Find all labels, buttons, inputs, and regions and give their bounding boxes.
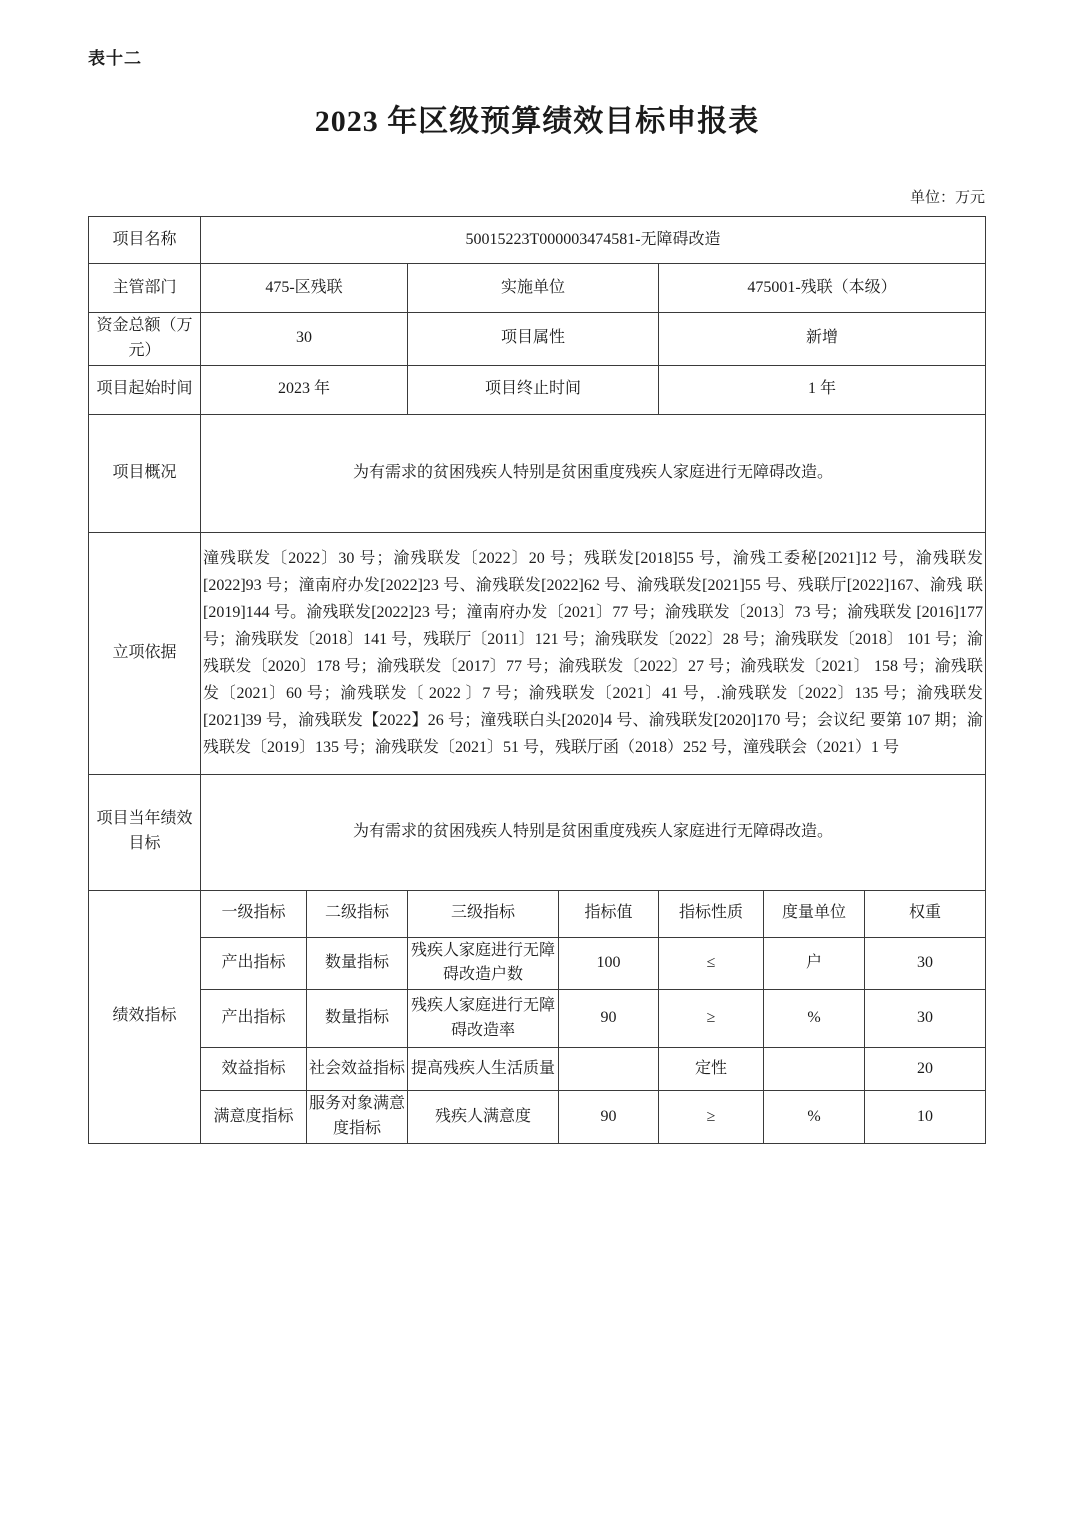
indicator-level2: 服务对象满意度指标	[307, 1091, 408, 1144]
indicator-level1: 产出指标	[201, 990, 307, 1048]
indicator-level3: 提高残疾人生活质量	[408, 1048, 559, 1091]
basis-value: 潼残联发〔2022〕30 号；渝残联发〔2022〕20 号；残联发[2018]55 号，渝残工委秘[2021]12 号，渝残联发 [2022]93 号；潼南府办发[2022]23 号、渝残联发[2022]62 号、渝残联发[2021]55 号、残联厅[2022]167、渝残 联[2019]144 号。渝残联发[2022]23 号；潼南府办发〔2021〕77 号；渝残联发〔2013〕73 号；渝残联发 [2016]177 号；渝残联发〔2018〕141 号，残联厅〔2011〕121 号；渝残联发〔2022〕28 号；渝残联发〔2018〕 101 号；渝残联发〔2020〕178 号；渝残联发〔2017〕77 号；渝残联发〔2022〕27 号；渝残联发〔2021〕 158 号；渝残联发〔2021〕60 号；渝残联发〔 2022 〕7 号；渝残联发〔2021〕41 号，.渝残联发〔2022〕135 号；渝残联发[2021]39 号，渝残联发【2022】26 号；潼残联白头[2020]4 号、渝残联发[2020]170 号；会议纪 要第 107 期；渝残联发〔2019〕135 号；渝残联发〔2021〕51 号，残联厅函（2018）252 号，潼残联会（2021）1 号	[203, 550, 984, 757]
indicator-weight: 30	[865, 990, 986, 1048]
indicator-level1: 满意度指标	[201, 1091, 307, 1144]
header-nature: 指标性质	[659, 890, 764, 937]
overview-label: 项目概况	[89, 414, 201, 532]
indicator-level3: 残疾人家庭进行无障碍改造户数	[408, 937, 559, 990]
form-number-label: 表十二	[88, 49, 142, 68]
basis-value-cell	[201, 532, 986, 774]
indicator-row	[89, 990, 986, 1048]
indicator-header-row	[89, 890, 986, 937]
unit-note: 单位：万元	[909, 190, 985, 206]
table-row	[89, 217, 986, 264]
indicator-level2: 数量指标	[307, 990, 408, 1048]
indicator-weight: 30	[865, 937, 986, 990]
goal-label: 项目当年绩效目标	[89, 774, 201, 890]
indicator-level3: 残疾人家庭进行无障碍改造率	[408, 990, 559, 1048]
table-row	[89, 264, 986, 313]
indicator-level1: 效益指标	[201, 1048, 307, 1091]
indicator-row	[89, 1091, 986, 1144]
indicator-unit: %	[764, 1091, 865, 1144]
indicator-weight: 10	[865, 1091, 986, 1144]
attribute-label: 项目属性	[408, 313, 659, 366]
indicator-nature: ≥	[659, 990, 764, 1048]
start-time-value: 2023 年	[201, 365, 408, 414]
indicator-weight: 20	[865, 1048, 986, 1091]
dept-value: 475-区残联	[201, 264, 408, 313]
impl-unit-label: 实施单位	[408, 264, 659, 313]
indicator-value: 90	[559, 1091, 659, 1144]
table-row	[89, 774, 986, 890]
indicator-nature: ≥	[659, 1091, 764, 1144]
overview-value: 为有需求的贫困残疾人特别是贫困重度残疾人家庭进行无障碍改造。	[201, 414, 986, 532]
project-name-value: 50015223T000003474581-无障碍改造	[201, 217, 986, 264]
indicator-unit: 户	[764, 937, 865, 990]
indicator-unit	[764, 1048, 865, 1091]
end-time-label: 项目终止时间	[408, 365, 659, 414]
total-fund-label: 资金总额（万元）	[89, 313, 201, 366]
header-level2: 二级指标	[307, 890, 408, 937]
goal-value: 为有需求的贫困残疾人特别是贫困重度残疾人家庭进行无障碍改造。	[201, 774, 986, 890]
indicator-value: 90	[559, 990, 659, 1048]
table-row	[89, 365, 986, 414]
indicator-row	[89, 1048, 986, 1091]
indicator-row	[89, 937, 986, 990]
total-fund-value: 30	[201, 313, 408, 366]
indicator-nature: ≤	[659, 937, 764, 990]
dept-label: 主管部门	[89, 264, 201, 313]
indicator-unit: %	[764, 990, 865, 1048]
indicator-level3: 残疾人满意度	[408, 1091, 559, 1144]
table-row	[89, 313, 986, 366]
end-time-value: 1 年	[659, 365, 986, 414]
impl-unit-value: 475001-残联（本级）	[659, 264, 986, 313]
table-row	[89, 532, 986, 774]
indicator-nature: 定性	[659, 1048, 764, 1091]
header-level1: 一级指标	[201, 890, 307, 937]
declaration-table	[88, 216, 986, 1144]
start-time-label: 项目起始时间	[89, 365, 201, 414]
header-unit: 度量单位	[764, 890, 865, 937]
header-weight: 权重	[865, 890, 986, 937]
page-title: 2023 年区级预算绩效目标申报表	[314, 105, 760, 138]
indicator-value: 100	[559, 937, 659, 990]
indicator-level2: 社会效益指标	[307, 1048, 408, 1091]
header-level3: 三级指标	[408, 890, 559, 937]
indicator-level2: 数量指标	[307, 937, 408, 990]
basis-label: 立项依据	[89, 532, 201, 774]
basis-text-box	[203, 534, 983, 772]
header-value: 指标值	[559, 890, 659, 937]
table-row	[89, 414, 986, 532]
indicator-value	[559, 1048, 659, 1091]
attribute-value: 新增	[659, 313, 986, 366]
indicator-section-label: 绩效指标	[89, 890, 201, 1143]
project-name-label: 项目名称	[89, 217, 201, 264]
indicator-level1: 产出指标	[201, 937, 307, 990]
